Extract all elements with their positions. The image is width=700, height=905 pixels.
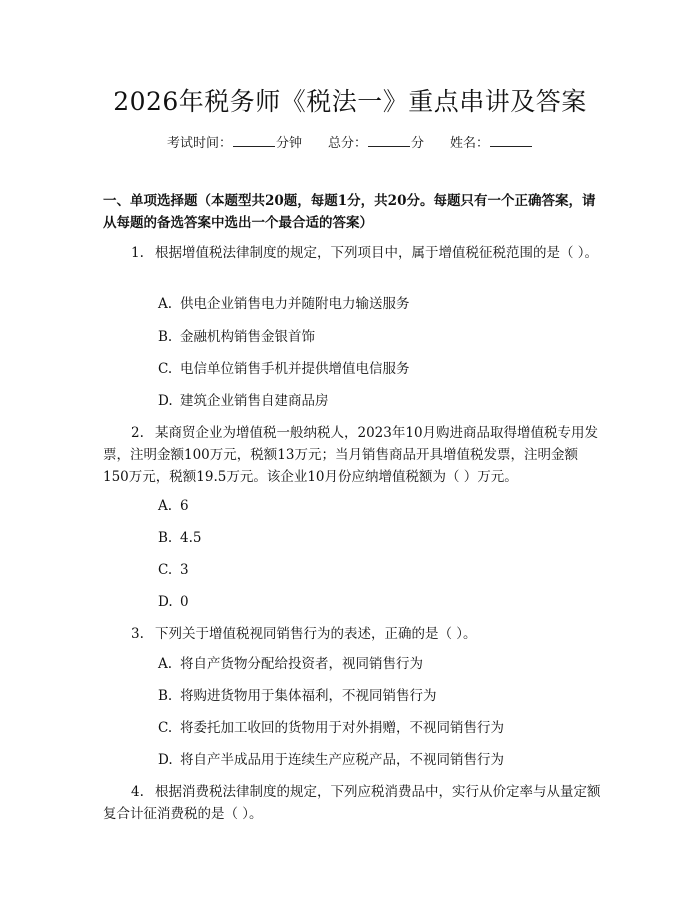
option-letter: C. [158, 562, 173, 578]
question-text: 下列关于增值税视同销售行为的表述，正确的是（ ）。 [155, 626, 477, 642]
option-text: 3 [180, 562, 189, 578]
question-2 [103, 422, 601, 488]
option-1b [158, 327, 598, 347]
option-text: 电信单位销售手机并提供增值电信服务 [180, 361, 410, 377]
option-text: 6 [180, 498, 189, 514]
question-number: 2. [131, 425, 144, 441]
option-letter: B. [158, 329, 173, 345]
option-text: 将购进货物用于集体福利，不视同销售行为 [180, 688, 437, 704]
option-text: 0 [180, 594, 189, 610]
score-unit: 分 [411, 136, 425, 151]
question-4 [103, 781, 601, 825]
time-label: 考试时间： [166, 136, 232, 151]
option-letter: B. [158, 688, 173, 704]
option-letter: C. [158, 720, 173, 736]
option-3d [158, 750, 598, 770]
exam-info-line [0, 132, 700, 151]
question-text: 根据消费税法律制度的规定，下列应税消费品中，实行从价定率与从量定额复合计征消费税的是（ ）。 [103, 784, 601, 822]
option-2a [158, 496, 598, 516]
option-text: 将自产半成品用于连续生产应税产品，不视同销售行为 [180, 752, 504, 768]
option-letter: A. [158, 296, 173, 312]
time-unit: 分钟 [275, 136, 302, 151]
option-2c [158, 560, 598, 580]
option-1d [158, 391, 598, 411]
option-letter: D. [158, 393, 173, 409]
option-2b [158, 528, 598, 548]
question-text: 根据增值税法律制度的规定，下列项目中，属于增值税征税范围的是（ ）。 [155, 245, 599, 261]
question-number: 3. [131, 626, 144, 642]
option-2d [158, 592, 598, 612]
question-text: 某商贸企业为增值税一般纳税人，2023年10月购进商品取得增值税专用发票，注明金额100万元，税额13万元；当月销售商品开具增值税发票，注明金额150万元，税额19.5万元。该企业10月份应纳增值税额为（ ）万元。 [103, 425, 599, 485]
option-text: 4.5 [180, 530, 202, 546]
option-3b [158, 686, 598, 706]
question-number: 4. [131, 784, 144, 800]
option-1c [158, 359, 598, 379]
page-title: 2026年税务师《税法一》重点串讲及答案 [113, 87, 587, 116]
option-letter: D. [158, 594, 173, 610]
option-3c [158, 718, 598, 738]
option-text: 金融机构销售金银首饰 [180, 329, 315, 345]
time-blank [233, 135, 275, 147]
question-3 [103, 623, 601, 645]
name-blank [490, 135, 532, 147]
name-label: 姓名： [450, 136, 490, 151]
option-letter: A. [158, 656, 173, 672]
option-text: 供电企业销售电力并随附电力输送服务 [180, 296, 410, 312]
option-letter: D. [158, 752, 173, 768]
option-text: 将委托加工收回的货物用于对外捐赠，不视同销售行为 [180, 720, 504, 736]
option-1a [158, 294, 598, 314]
option-3a [158, 654, 598, 674]
section-heading: 一、单项选择题（本题型共20题，每题1分，共20分。每题只有一个正确答案，请从每题的备选答案中选出一个最合适的答案） [103, 193, 596, 231]
question-number: 1. [131, 245, 144, 261]
question-1 [103, 242, 601, 264]
option-letter: C. [158, 361, 173, 377]
option-text: 建筑企业销售自建商品房 [180, 393, 329, 409]
option-text: 将自产货物分配给投资者，视同销售行为 [180, 656, 423, 672]
option-letter: B. [158, 530, 173, 546]
score-label: 总分： [327, 136, 367, 151]
score-blank [368, 135, 410, 147]
option-letter: A. [158, 498, 173, 514]
